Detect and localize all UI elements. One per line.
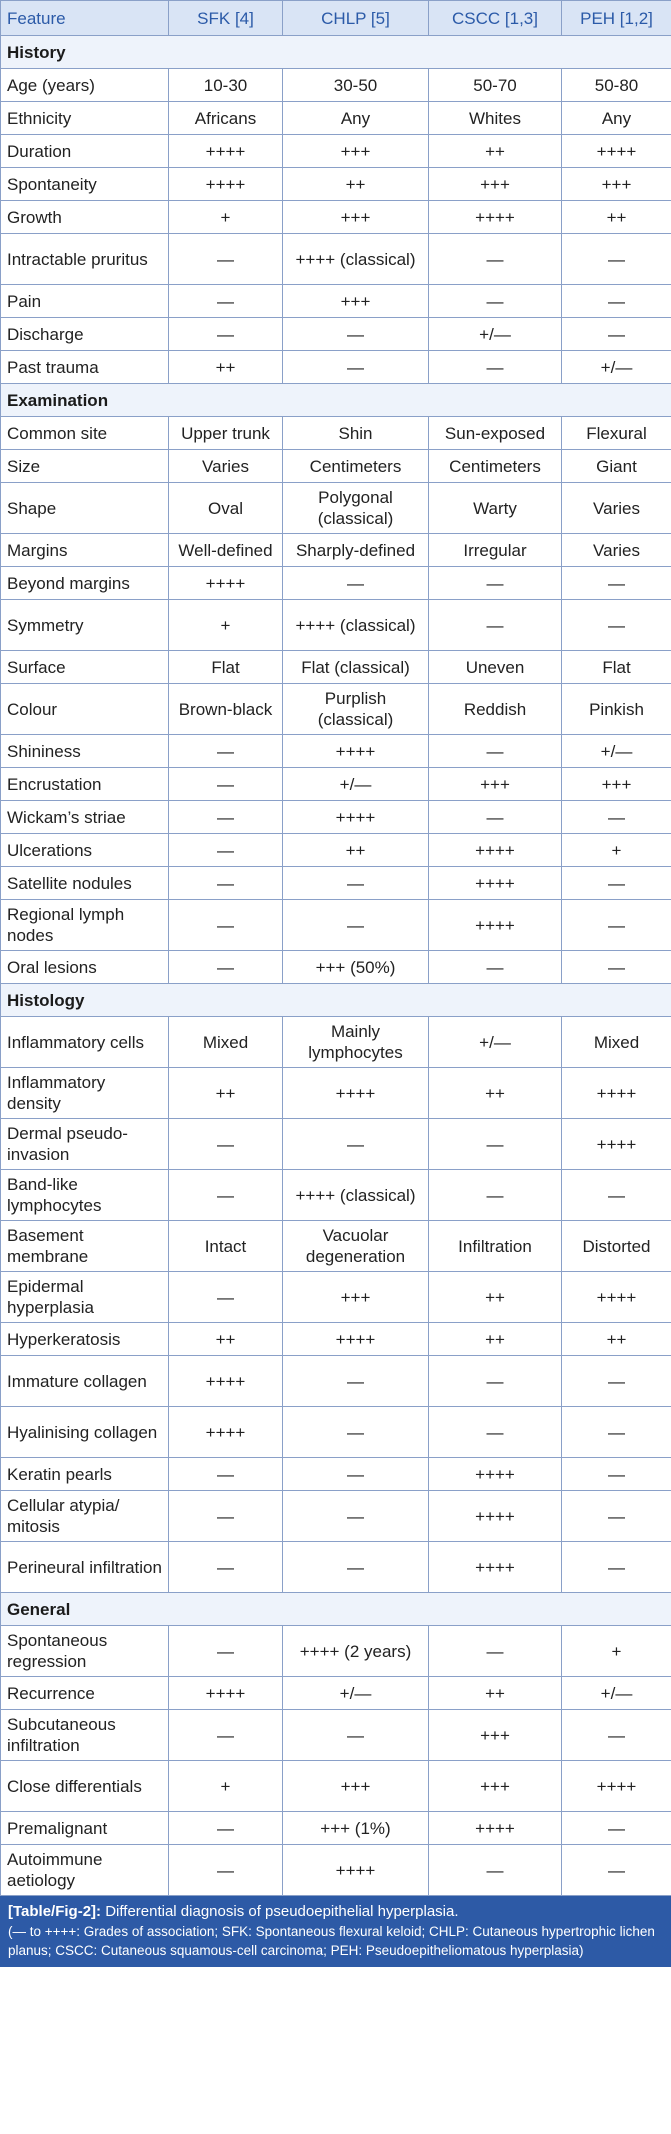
cell-chlp: ++++ xyxy=(283,1845,429,1896)
cell-feature: Inflammatory density xyxy=(1,1068,169,1119)
cell-peh: +/— xyxy=(562,735,671,768)
table-row xyxy=(1,1221,671,1272)
cell-cscc: — xyxy=(429,735,562,768)
cell-peh: — xyxy=(562,234,671,285)
section-row xyxy=(1,384,671,417)
cell-feature: Recurrence xyxy=(1,1677,169,1710)
cell-peh: ++++ xyxy=(562,135,671,168)
cell-feature: Autoimmune aetiology xyxy=(1,1845,169,1896)
caption-note: (— to ++++: Grades of association; SFK: Spontaneous flexural keloid; CHLP: Cutaneous hypertrophic lichen planus; CSCC: Cutaneous squamous-cell carcinoma; PEH: Pseudoepitheliomatous hyperplasia) xyxy=(8,1924,655,1958)
table-row xyxy=(1,1323,671,1356)
cell-feature: Discharge xyxy=(1,318,169,351)
cell-peh: Any xyxy=(562,102,671,135)
cell-chlp: +++ (1%) xyxy=(283,1812,429,1845)
cell-cscc: — xyxy=(429,1356,562,1407)
cell-feature: Surface xyxy=(1,651,169,684)
table-row xyxy=(1,1356,671,1407)
cell-cscc: — xyxy=(429,1407,562,1458)
cell-peh: +/— xyxy=(562,351,671,384)
cell-sfk: Mixed xyxy=(169,1017,283,1068)
cell-peh: — xyxy=(562,318,671,351)
table-row xyxy=(1,1710,671,1761)
table-row xyxy=(1,801,671,834)
cell-peh: Distorted xyxy=(562,1221,671,1272)
section-title: History xyxy=(1,36,671,69)
cell-chlp: ++++ (classical) xyxy=(283,234,429,285)
cell-feature: Margins xyxy=(1,534,169,567)
cell-chlp: Mainly lymphocytes xyxy=(283,1017,429,1068)
section-title: Examination xyxy=(1,384,671,417)
table-row xyxy=(1,1119,671,1170)
cell-sfk: — xyxy=(169,1272,283,1323)
cell-feature: Premalignant xyxy=(1,1812,169,1845)
cell-feature: Shininess xyxy=(1,735,169,768)
cell-feature: Duration xyxy=(1,135,169,168)
cell-peh: — xyxy=(562,1458,671,1491)
cell-feature: Beyond margins xyxy=(1,567,169,600)
cell-peh: ++++ xyxy=(562,1761,671,1812)
cell-peh: — xyxy=(562,567,671,600)
table-row xyxy=(1,1761,671,1812)
cell-sfk: — xyxy=(169,768,283,801)
cell-cscc: +/— xyxy=(429,318,562,351)
section-row xyxy=(1,36,671,69)
table-row xyxy=(1,1407,671,1458)
cell-peh: — xyxy=(562,867,671,900)
cell-feature: Hyperkeratosis xyxy=(1,1323,169,1356)
cell-chlp: Polygonal (classical) xyxy=(283,483,429,534)
cell-chlp: +++ xyxy=(283,285,429,318)
cell-peh: +++ xyxy=(562,768,671,801)
table-row xyxy=(1,600,671,651)
cell-sfk: — xyxy=(169,867,283,900)
cell-peh: Varies xyxy=(562,534,671,567)
cell-sfk: — xyxy=(169,1812,283,1845)
cell-cscc: ++++ xyxy=(429,201,562,234)
table-row xyxy=(1,351,671,384)
table-row xyxy=(1,450,671,483)
cell-feature: Shape xyxy=(1,483,169,534)
cell-feature: Subcutaneous infiltration xyxy=(1,1710,169,1761)
cell-cscc: ++++ xyxy=(429,1812,562,1845)
table-row xyxy=(1,318,671,351)
cell-sfk: ++ xyxy=(169,351,283,384)
table-row xyxy=(1,684,671,735)
cell-chlp: ++ xyxy=(283,168,429,201)
table-caption xyxy=(0,1896,671,1967)
cell-peh: Varies xyxy=(562,483,671,534)
table-row xyxy=(1,567,671,600)
cell-sfk: Intact xyxy=(169,1221,283,1272)
cell-sfk: — xyxy=(169,801,283,834)
table-row xyxy=(1,1626,671,1677)
cell-chlp: — xyxy=(283,567,429,600)
cell-chlp: +++ xyxy=(283,1761,429,1812)
cell-sfk: ++++ xyxy=(169,1677,283,1710)
cell-sfk: — xyxy=(169,234,283,285)
cell-chlp: — xyxy=(283,1407,429,1458)
cell-sfk: ++ xyxy=(169,1323,283,1356)
cell-sfk: — xyxy=(169,1119,283,1170)
cell-chlp: — xyxy=(283,867,429,900)
cell-sfk: — xyxy=(169,1710,283,1761)
cell-feature: Dermal pseudo-invasion xyxy=(1,1119,169,1170)
cell-cscc: ++ xyxy=(429,1272,562,1323)
cell-feature: Satellite nodules xyxy=(1,867,169,900)
cell-cscc: — xyxy=(429,600,562,651)
cell-sfk: ++++ xyxy=(169,168,283,201)
cell-cscc: Uneven xyxy=(429,651,562,684)
cell-cscc: Centimeters xyxy=(429,450,562,483)
cell-sfk: — xyxy=(169,1491,283,1542)
table-row xyxy=(1,867,671,900)
cell-peh: — xyxy=(562,900,671,951)
cell-feature: Symmetry xyxy=(1,600,169,651)
cell-feature: Immature collagen xyxy=(1,1356,169,1407)
cell-cscc: +++ xyxy=(429,168,562,201)
table-row xyxy=(1,234,671,285)
table-row xyxy=(1,768,671,801)
table-row xyxy=(1,651,671,684)
table-row xyxy=(1,285,671,318)
cell-sfk: Flat xyxy=(169,651,283,684)
cell-chlp: — xyxy=(283,900,429,951)
cell-cscc: ++++ xyxy=(429,867,562,900)
header-peh: PEH [1,2] xyxy=(562,1,671,36)
cell-feature: Growth xyxy=(1,201,169,234)
cell-peh: Mixed xyxy=(562,1017,671,1068)
cell-chlp: Flat (classical) xyxy=(283,651,429,684)
cell-sfk: 10-30 xyxy=(169,69,283,102)
cell-cscc: +++ xyxy=(429,1761,562,1812)
cell-peh: — xyxy=(562,1491,671,1542)
table-row xyxy=(1,135,671,168)
cell-peh: ++ xyxy=(562,1323,671,1356)
cell-chlp: 30-50 xyxy=(283,69,429,102)
header-sfk: SFK [4] xyxy=(169,1,283,36)
cell-cscc: ++++ xyxy=(429,1542,562,1593)
section-row xyxy=(1,1593,671,1626)
cell-feature: Basement membrane xyxy=(1,1221,169,1272)
cell-chlp: Centimeters xyxy=(283,450,429,483)
cell-peh: — xyxy=(562,1356,671,1407)
table-row xyxy=(1,1542,671,1593)
table-row xyxy=(1,1812,671,1845)
cell-sfk: ++++ xyxy=(169,1407,283,1458)
cell-chlp: Sharply-defined xyxy=(283,534,429,567)
cell-chlp: ++++ xyxy=(283,801,429,834)
cell-peh: +++ xyxy=(562,168,671,201)
cell-feature: Band-like lymphocytes xyxy=(1,1170,169,1221)
cell-chlp: ++++ (classical) xyxy=(283,1170,429,1221)
cell-cscc: ++ xyxy=(429,1323,562,1356)
cell-peh: — xyxy=(562,1542,671,1593)
cell-chlp: — xyxy=(283,1491,429,1542)
cell-feature: Past trauma xyxy=(1,351,169,384)
cell-sfk: ++++ xyxy=(169,567,283,600)
cell-cscc: 50-70 xyxy=(429,69,562,102)
cell-cscc: ++ xyxy=(429,1677,562,1710)
cell-feature: Ulcerations xyxy=(1,834,169,867)
header-chlp: CHLP [5] xyxy=(283,1,429,36)
table-row xyxy=(1,1170,671,1221)
caption-label: [Table/Fig-2]: xyxy=(8,1903,102,1920)
cell-feature: Wickam’s striae xyxy=(1,801,169,834)
cell-cscc: +++ xyxy=(429,1710,562,1761)
cell-cscc: — xyxy=(429,351,562,384)
cell-sfk: Varies xyxy=(169,450,283,483)
table-row xyxy=(1,534,671,567)
cell-chlp: +++ xyxy=(283,1272,429,1323)
cell-peh: ++++ xyxy=(562,1272,671,1323)
cell-feature: Cellular atypia/ mitosis xyxy=(1,1491,169,1542)
cell-sfk: — xyxy=(169,1626,283,1677)
cell-peh: +/— xyxy=(562,1677,671,1710)
cell-cscc: Infiltration xyxy=(429,1221,562,1272)
section-title: Histology xyxy=(1,984,671,1017)
cell-peh: Pinkish xyxy=(562,684,671,735)
table-row xyxy=(1,900,671,951)
table-row xyxy=(1,168,671,201)
cell-feature: Oral lesions xyxy=(1,951,169,984)
table-row xyxy=(1,69,671,102)
cell-peh: Flexural xyxy=(562,417,671,450)
table-row xyxy=(1,417,671,450)
cell-sfk: — xyxy=(169,900,283,951)
cell-sfk: + xyxy=(169,600,283,651)
table-row xyxy=(1,201,671,234)
cell-cscc: Irregular xyxy=(429,534,562,567)
cell-cscc: ++++ xyxy=(429,1458,562,1491)
cell-cscc: Warty xyxy=(429,483,562,534)
cell-chlp: ++++ (classical) xyxy=(283,600,429,651)
cell-sfk: ++++ xyxy=(169,135,283,168)
header-cscc: CSCC [1,3] xyxy=(429,1,562,36)
table-row xyxy=(1,1017,671,1068)
cell-cscc: ++++ xyxy=(429,834,562,867)
cell-cscc: — xyxy=(429,801,562,834)
cell-sfk: Oval xyxy=(169,483,283,534)
cell-cscc: ++++ xyxy=(429,900,562,951)
cell-peh: Giant xyxy=(562,450,671,483)
cell-peh: — xyxy=(562,1812,671,1845)
cell-peh: — xyxy=(562,801,671,834)
cell-cscc: — xyxy=(429,1845,562,1896)
cell-feature: Perineural infiltration xyxy=(1,1542,169,1593)
cell-sfk: — xyxy=(169,285,283,318)
cell-sfk: — xyxy=(169,1845,283,1896)
table-row xyxy=(1,483,671,534)
cell-feature: Epidermal hyperplasia xyxy=(1,1272,169,1323)
table-header xyxy=(1,1,671,36)
cell-chlp: +/— xyxy=(283,768,429,801)
cell-chlp: — xyxy=(283,318,429,351)
header-feature: Feature xyxy=(1,1,169,36)
table-body xyxy=(1,36,671,1896)
cell-chlp: ++++ (2 years) xyxy=(283,1626,429,1677)
table-row xyxy=(1,1458,671,1491)
cell-peh: — xyxy=(562,1170,671,1221)
cell-chlp: — xyxy=(283,351,429,384)
cell-peh: Flat xyxy=(562,651,671,684)
cell-feature: Spontaneous regression xyxy=(1,1626,169,1677)
cell-cscc: ++ xyxy=(429,135,562,168)
cell-sfk: + xyxy=(169,1761,283,1812)
table-row xyxy=(1,102,671,135)
cell-sfk: — xyxy=(169,735,283,768)
table-row xyxy=(1,735,671,768)
cell-chlp: — xyxy=(283,1542,429,1593)
cell-sfk: + xyxy=(169,201,283,234)
cell-feature: Close differentials xyxy=(1,1761,169,1812)
cell-sfk: — xyxy=(169,834,283,867)
cell-feature: Colour xyxy=(1,684,169,735)
cell-sfk: — xyxy=(169,1458,283,1491)
cell-feature: Encrustation xyxy=(1,768,169,801)
table-row xyxy=(1,1491,671,1542)
cell-cscc: +/— xyxy=(429,1017,562,1068)
section-title: General xyxy=(1,1593,671,1626)
cell-feature: Size xyxy=(1,450,169,483)
cell-feature: Ethnicity xyxy=(1,102,169,135)
cell-sfk: Well-defined xyxy=(169,534,283,567)
cell-chlp: ++++ xyxy=(283,735,429,768)
cell-cscc: — xyxy=(429,234,562,285)
cell-cscc: — xyxy=(429,1119,562,1170)
cell-peh: — xyxy=(562,1845,671,1896)
cell-cscc: Reddish xyxy=(429,684,562,735)
cell-peh: + xyxy=(562,1626,671,1677)
cell-peh: ++++ xyxy=(562,1119,671,1170)
cell-peh: — xyxy=(562,285,671,318)
table-row xyxy=(1,1677,671,1710)
table-row xyxy=(1,1845,671,1896)
cell-sfk: Brown-black xyxy=(169,684,283,735)
cell-cscc: Whites xyxy=(429,102,562,135)
cell-feature: Inflammatory cells xyxy=(1,1017,169,1068)
cell-chlp: Shin xyxy=(283,417,429,450)
cell-chlp: +++ xyxy=(283,135,429,168)
table-row xyxy=(1,951,671,984)
cell-chlp: ++++ xyxy=(283,1068,429,1119)
cell-sfk: Africans xyxy=(169,102,283,135)
cell-peh: 50-80 xyxy=(562,69,671,102)
cell-chlp: Vacuolar degeneration xyxy=(283,1221,429,1272)
cell-chlp: — xyxy=(283,1356,429,1407)
cell-sfk: ++ xyxy=(169,1068,283,1119)
cell-sfk: — xyxy=(169,951,283,984)
cell-feature: Keratin pearls xyxy=(1,1458,169,1491)
cell-feature: Hyalinising collagen xyxy=(1,1407,169,1458)
cell-feature: Pain xyxy=(1,285,169,318)
cell-cscc: — xyxy=(429,951,562,984)
cell-cscc: — xyxy=(429,1170,562,1221)
cell-cscc: — xyxy=(429,1626,562,1677)
cell-sfk: — xyxy=(169,318,283,351)
cell-chlp: ++ xyxy=(283,834,429,867)
cell-peh: — xyxy=(562,951,671,984)
cell-peh: — xyxy=(562,1407,671,1458)
cell-peh: + xyxy=(562,834,671,867)
cell-peh: — xyxy=(562,1710,671,1761)
cell-feature: Regional lymph nodes xyxy=(1,900,169,951)
cell-chlp: — xyxy=(283,1119,429,1170)
cell-feature: Common site xyxy=(1,417,169,450)
cell-cscc: Sun-exposed xyxy=(429,417,562,450)
cell-sfk: — xyxy=(169,1542,283,1593)
cell-feature: Spontaneity xyxy=(1,168,169,201)
cell-sfk: — xyxy=(169,1170,283,1221)
cell-cscc: ++ xyxy=(429,1068,562,1119)
cell-cscc: — xyxy=(429,567,562,600)
cell-chlp: Purplish (classical) xyxy=(283,684,429,735)
cell-peh: — xyxy=(562,600,671,651)
cell-chlp: — xyxy=(283,1458,429,1491)
header-row xyxy=(1,1,671,36)
cell-chlp: — xyxy=(283,1710,429,1761)
cell-peh: ++ xyxy=(562,201,671,234)
cell-chlp: +/— xyxy=(283,1677,429,1710)
cell-peh: ++++ xyxy=(562,1068,671,1119)
cell-cscc: +++ xyxy=(429,768,562,801)
table-row xyxy=(1,1068,671,1119)
cell-chlp: +++ (50%) xyxy=(283,951,429,984)
caption-text: Differential diagnosis of pseudoepithelial hyperplasia. xyxy=(105,1903,459,1920)
cell-feature: Age (years) xyxy=(1,69,169,102)
table-row xyxy=(1,834,671,867)
cell-feature: Intractable pruritus xyxy=(1,234,169,285)
section-row xyxy=(1,984,671,1017)
cell-cscc: ++++ xyxy=(429,1491,562,1542)
cell-chlp: ++++ xyxy=(283,1323,429,1356)
cell-chlp: Any xyxy=(283,102,429,135)
cell-sfk: Upper trunk xyxy=(169,417,283,450)
cell-sfk: ++++ xyxy=(169,1356,283,1407)
cell-chlp: +++ xyxy=(283,201,429,234)
table-row xyxy=(1,1272,671,1323)
cell-cscc: — xyxy=(429,285,562,318)
